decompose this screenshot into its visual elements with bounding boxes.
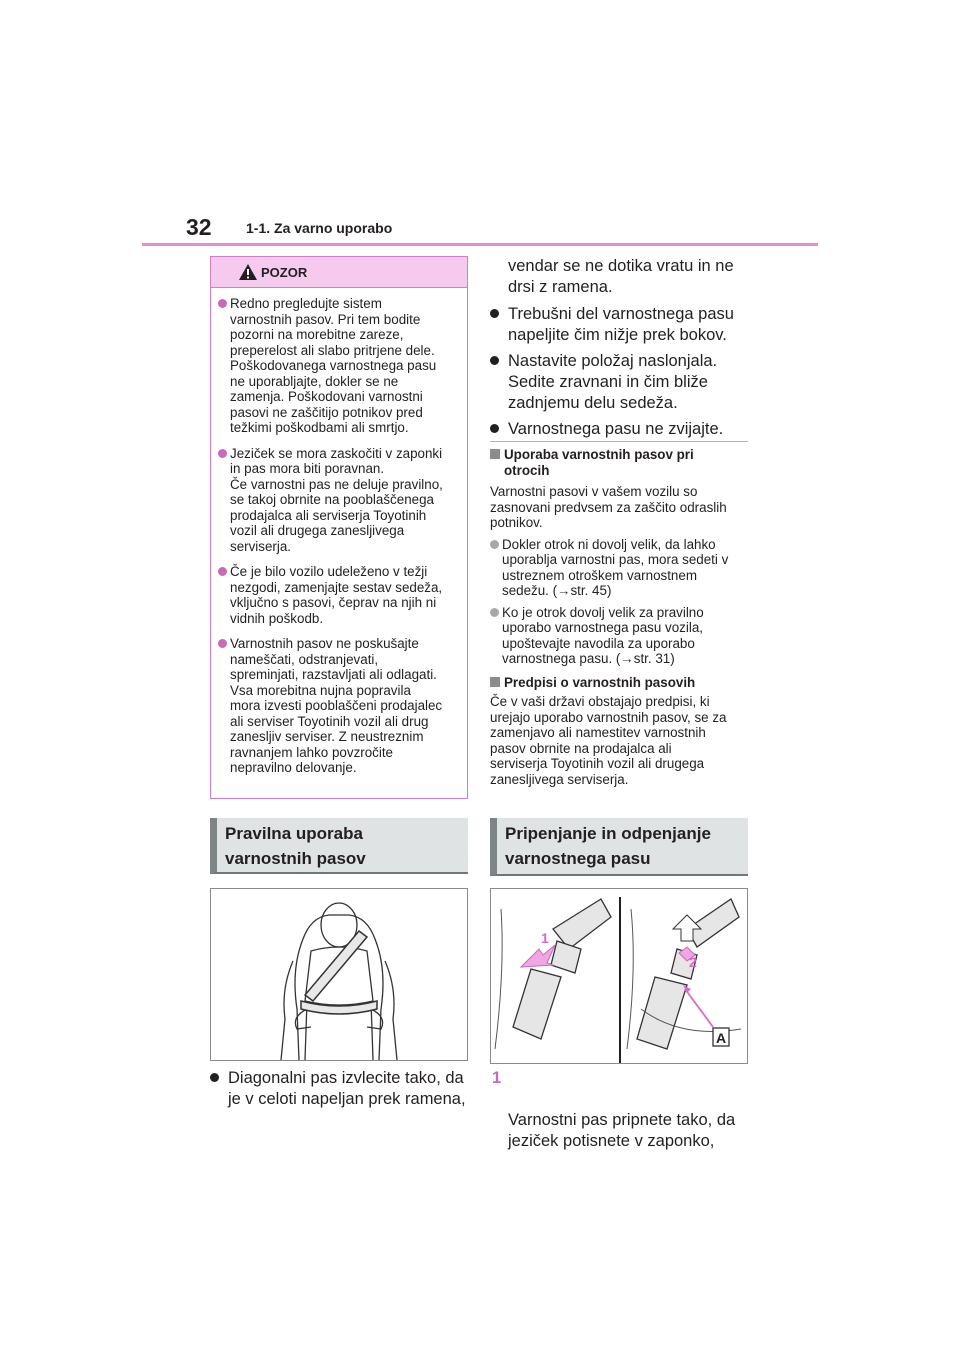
caution-item: Če je bilo vozilo udeleženo v težji nezgodi, zamenjajte sestav sedeža, vključno s pasovi, čeprav na njih ni vidnih poškodb. (218, 564, 461, 626)
list-item: Ko je otrok dovolj velik za pravilno uporabo varnostnega pasu vozila, upoštevajte navodila za uporabo varnostnega pasu. (→str. 31) (490, 605, 752, 667)
figure-label-a: A (716, 1030, 727, 1046)
continued-text: vendar se ne dotika vratu in ne drsi z ramena. (508, 257, 734, 296)
step-1 (490, 1068, 760, 1152)
step-number: 1 (492, 1069, 502, 1087)
step-text: Varnostni pas pripnete tako, da jeziček potisnete v zaponko, (508, 1111, 736, 1150)
caution-box (210, 256, 468, 799)
buckle-illustration (491, 889, 747, 1063)
bullet-icon (218, 639, 227, 648)
seatbelt-figure (210, 888, 468, 1061)
children-intro: Varnostni pasovi v vašem vozilu so zasnovani predvsem za zaščito odraslih potnikov. (490, 484, 727, 530)
children-heading: Uporaba varnostnih pasov pri otrocih (490, 447, 752, 478)
bullet-list-right (490, 256, 760, 445)
square-bullet-icon (490, 677, 500, 687)
square-bullet-icon (490, 449, 500, 459)
figure-label-2: 2 (689, 954, 697, 970)
caution-header (211, 257, 467, 288)
heading-proper-use: Pravilna uporaba varnostnih pasov (210, 818, 468, 874)
bullet-icon (490, 424, 499, 433)
list-item: Varnostnega pasu ne zvijajte. (490, 419, 760, 440)
bullet-list-left (210, 1068, 470, 1115)
header-rule (142, 243, 818, 246)
list-item: Trebušni del varnostnega pasu napeljite čim nižje prek bokov. (490, 304, 760, 346)
list-item: Diagonalni pas izvlecite tako, da je v celoti napeljan prek ramena, (210, 1068, 470, 1110)
list-item: Nastavite položaj naslonjala. Sedite zravnani in čim bliže zadnjemu delu sedeža. (490, 351, 760, 414)
regulations-heading: Predpisi o varnostnih pasovih (490, 675, 752, 691)
figure-label-1: 1 (541, 930, 549, 946)
bullet-icon (218, 567, 227, 576)
bullet-icon (490, 540, 499, 549)
bullet-icon (490, 356, 499, 365)
bullet-icon (210, 1073, 219, 1082)
bullet-icon (218, 299, 227, 308)
buckle-figure (490, 888, 748, 1064)
section-divider (490, 441, 748, 442)
list-item: Dokler otrok ni dovolj velik, da lahko uporablja varnostni pas, mora sedeti v ustreznem otroškem varnostnem sedežu. (→str. 45) (490, 537, 752, 599)
warning-icon (238, 263, 258, 281)
regulations-text: Če v vaši državi obstajajo predpisi, ki urejajo uporabo varnostnih pasov, se za zamenjavo ali namestitev varnostnih pasov obrnite na prodajalca ali serviserja Toyotinih vozil ali drugega zanesljivega serviserja. (490, 694, 727, 787)
caution-item: Jeziček se mora zaskočiti v zaponki in pas mora biti poravnan. Če varnostni pas ne deluje pravilno, se takoj obrnite na pooblaščenega prodajalca ali serviserja Toyotinih vozil ali drugega zanesljivega serviserja. (218, 446, 461, 555)
section-title: 1-1. Za varno uporabo (246, 220, 393, 236)
caution-label: POZOR (261, 265, 308, 280)
caution-item: Redno pregledujte sistem varnostnih pasov. Pri tem bodite pozorni na morebitne zareze, preperelost ali slabo pritrjene dele. Poškodovanega varnostnega pasu ne uporabljajte, dokler se ne zamenja. Poškodovani varnostni pasovi ne zaščitijo potnikov pred težkimi poškodbami ali smrtjo. (218, 296, 461, 436)
children-section (490, 447, 752, 787)
bullet-icon (490, 309, 499, 318)
heading-fasten: Pripenjanje in odpenjanje varnostnega pasu (490, 818, 748, 876)
bullet-icon (490, 608, 499, 617)
page-number: 32 (186, 214, 212, 240)
bullet-icon (218, 449, 227, 458)
seated-person-illustration (211, 889, 467, 1060)
caution-item: Varnostnih pasov ne poskušajte nameščati, odstranjevati, spreminjati, razstavljati ali odlagati. Vsa morebitna nujna popravila mora izvesti pooblaščeni prodajalec ali serviser Toyotinih vozil ali drug zanesljiv serviser. Z neustreznim ravnanjem lahko povzročite nepravilno delovanje. (218, 636, 461, 776)
